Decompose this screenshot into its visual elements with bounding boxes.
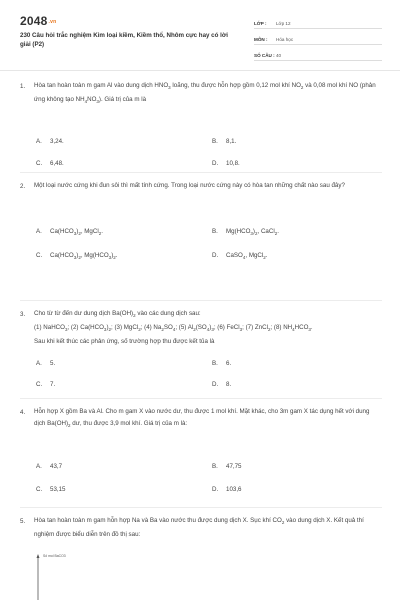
- logo-suffix: .vn: [48, 18, 57, 25]
- meta-count-row: [254, 48, 382, 61]
- meta-count-label: SỐ CÂU :: [254, 53, 275, 58]
- option-letter: B.: [212, 228, 218, 235]
- question-number: 2.: [20, 183, 26, 190]
- option-b[interactable]: [212, 138, 236, 145]
- option-letter: A.: [36, 228, 42, 235]
- question-separator: [20, 300, 382, 301]
- meta-count-value: 40: [276, 53, 282, 58]
- question-text: Hòa tan hoàn toàn m gam Al vào dung dịch $HNO_3$ loãng, thu được hỗn hợp gồm 0,12 mol khí $NO_2$ và 0,08 mol khí NO (phản ứng không tạo $NH_4NO_3$). Giá trị của m là: [34, 82, 376, 105]
- header-divider: [0, 70, 400, 71]
- option-text: 8,1.: [226, 138, 237, 145]
- option-a[interactable]: [36, 228, 103, 236]
- option-letter: A.: [36, 360, 42, 367]
- question-number: 5.: [20, 518, 26, 525]
- option-text: 6,48.: [50, 160, 64, 167]
- option-a[interactable]: [36, 138, 64, 145]
- option-a[interactable]: [36, 463, 62, 470]
- option-letter: C.: [36, 486, 43, 493]
- meta-class-label: LỚP :: [254, 21, 267, 26]
- option-letter: B.: [212, 463, 218, 470]
- meta-subject-value: Hóa học: [276, 37, 294, 42]
- option-letter: C.: [36, 252, 43, 259]
- option-letter: D.: [212, 160, 219, 167]
- option-c[interactable]: [36, 252, 118, 260]
- option-letter: B.: [212, 360, 218, 367]
- option-letter: D.: [212, 252, 219, 259]
- document-header: [20, 14, 382, 60]
- chart-y-axis-arrow: [37, 554, 40, 558]
- option-c[interactable]: [36, 160, 64, 167]
- option-d[interactable]: [212, 252, 268, 260]
- chart-y-axis-label: Số mol BaCO3: [43, 554, 66, 558]
- option-text: $Ca(HCO_3)_2$, $Mg(HCO_3)_2$.: [50, 252, 118, 261]
- option-text: 10,8.: [226, 160, 240, 167]
- question-text: Cho từ từ đến dư dung dịch $Ba(OH)_2$ vào các dung dịch sau: (1) NaHCO$_3$; (2) $Ca(HCO_3)_2$; (3) MgCl$_2$; (4) $Na_2SO_4$; (5) $Al_2(SO_4)_3$; (6) FeCl$_3$; (7) ZnCl$_2$; (8) $NH_4HCO_3$. Sau khi kết thúc các phản ứng, số trường hợp thu được kết tủa là: [34, 310, 313, 346]
- option-text: 43,7: [50, 463, 63, 470]
- document-meta: [254, 16, 382, 64]
- option-b[interactable]: [212, 360, 231, 367]
- option-text: 7.: [50, 381, 56, 388]
- question-separator: [20, 398, 382, 399]
- option-text: 103,6: [226, 486, 242, 493]
- document-title: 230 Câu hỏi trắc nghiệm Kim loại kiềm, Kiềm thổ, Nhôm cực hay có lời giải (P2): [20, 32, 228, 48]
- option-text: CaSO$_4$, MgCl$_2$.: [226, 252, 268, 261]
- question-text: Một loại nước cứng khi đun sôi thì mất tính cứng. Trong loại nước cứng này có hòa tan những chất nào sau đây?: [34, 182, 345, 189]
- question-separator: [20, 507, 382, 508]
- question-text: Hỗn hợp X gồm Ba và Al. Cho m gam X vào nước dư, thu được 1 mol khí. Mặt khác, cho 3m gam X tác dụng hết với dung dịch $Ba(OH)_2$ dư, thu được 3,9 mol khí. Giá trị của m là:: [34, 408, 370, 429]
- option-text: 3,24.: [50, 138, 64, 145]
- option-letter: C.: [36, 381, 43, 388]
- option-b[interactable]: [212, 228, 279, 236]
- option-letter: B.: [212, 138, 218, 145]
- site-logo[interactable]: [20, 14, 56, 28]
- option-text: $Ca(HCO_3)_2$, MgCl$_2$.: [50, 228, 103, 237]
- option-text: 6.: [226, 360, 232, 367]
- option-d[interactable]: [212, 486, 241, 493]
- option-a[interactable]: [36, 360, 55, 367]
- logo-text: 2048: [20, 14, 48, 28]
- option-c[interactable]: [36, 486, 65, 493]
- meta-class-value: Lớp 12: [276, 21, 291, 26]
- option-d[interactable]: [212, 160, 240, 167]
- option-b[interactable]: [212, 463, 241, 470]
- option-letter: C.: [36, 160, 43, 167]
- option-text: 5.: [50, 360, 56, 367]
- option-letter: A.: [36, 138, 42, 145]
- meta-class-row: [254, 16, 382, 29]
- meta-subject-row: [254, 32, 382, 45]
- question-text: Hòa tan hoàn toàn m gam hỗn hợp Na và Ba vào nước thu được dung dịch X. Sục khí $CO_2$ vào dung dịch X. Kết quả thí nghiệm được biểu diễn trên đồ thị sau:: [34, 517, 364, 539]
- question-number: 1.: [20, 83, 26, 90]
- meta-subject-label: MÔN :: [254, 37, 268, 42]
- option-letter: D.: [212, 381, 219, 388]
- option-text: 8.: [226, 381, 232, 388]
- question-number: 3.: [20, 311, 26, 318]
- question-number: 4.: [20, 409, 26, 416]
- option-letter: A.: [36, 463, 42, 470]
- option-text: $Mg(HCO_3)_2$, CaCl$_2$.: [226, 228, 279, 237]
- option-d[interactable]: [212, 381, 231, 388]
- option-text: 53,15: [50, 486, 66, 493]
- option-letter: D.: [212, 486, 219, 493]
- question-5-chart: [34, 548, 154, 600]
- question-separator: [20, 172, 382, 173]
- option-c[interactable]: [36, 381, 55, 388]
- option-text: 47,75: [226, 463, 242, 470]
